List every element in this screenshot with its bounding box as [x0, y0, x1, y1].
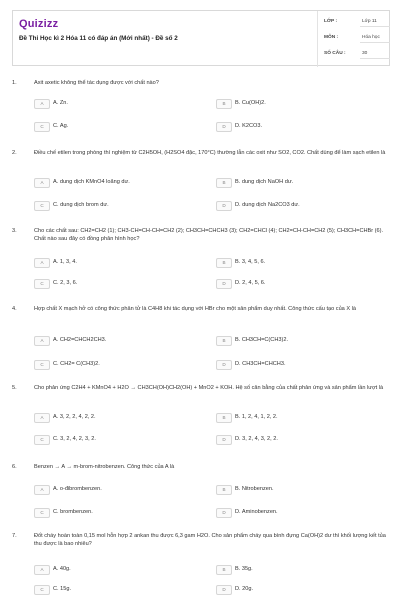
- option-b-box[interactable]: B: [216, 258, 232, 268]
- meta-underline: [360, 42, 390, 43]
- option-a-text: A. o-đibrombenzen.: [53, 486, 102, 492]
- option-b-box[interactable]: B: [216, 413, 232, 423]
- option-c-text: C. 3, 2, 4, 2, 3, 2.: [53, 436, 96, 442]
- question-number: 3.: [12, 228, 17, 234]
- option-b-text: B. 35g.: [235, 566, 253, 572]
- question-number: 1.: [12, 80, 17, 86]
- option-d-text: D. K2CO3.: [235, 123, 263, 129]
- option-c-text: C. 2, 3, 6.: [53, 280, 78, 286]
- document-title: Đề Thi Học kì 2 Hóa 11 có đáp án (Mới nhất) - Đề số 2: [19, 35, 178, 42]
- meta-panel: [317, 11, 391, 67]
- option-a-text: A. 40g.: [53, 566, 71, 572]
- option-a-box[interactable]: A: [34, 485, 50, 495]
- question-number: 4.: [12, 306, 17, 312]
- question-number: 7.: [12, 533, 17, 539]
- option-b-box[interactable]: B: [216, 565, 232, 575]
- question-text: Đốt cháy hoàn toàn 0,15 mol hỗn hợp 2 ankan thu được 6,3 gam H2O. Cho sản phẩm cháy qua bình đựng Ca(OH)2 dư thì khối lượng kết tủa thu được là bao nhiêu?: [34, 533, 386, 547]
- meta-value-subject: Hóa học: [362, 35, 380, 40]
- question-text: Cho các chất sau: CH2=CH2 (1); CH3-CH=CH-CH=CH2 (2); CH3CH=CHCH3 (3); CH2=CHCl (4); CH2=CH-CH=CH2 (5); CH3CH=CHBr (6). Chất nào sau đây có đồng phân hình học?: [34, 228, 384, 242]
- option-c-text: C. CH2= C(CH3)2.: [53, 361, 100, 367]
- question-number: 2.: [12, 150, 17, 156]
- option-b-text: B. dung dịch NaOH dư.: [235, 179, 294, 185]
- option-c-box[interactable]: C: [34, 201, 50, 211]
- option-a-box[interactable]: A: [34, 99, 50, 109]
- option-a-text: A. Zn.: [53, 100, 68, 106]
- option-d-text: D. 2, 4, 5, 6.: [235, 280, 266, 286]
- option-a-box[interactable]: A: [34, 336, 50, 346]
- option-d-box[interactable]: D: [216, 279, 232, 289]
- option-d-text: D. dung dịch Na2CO3 dư.: [235, 202, 300, 208]
- option-c-box[interactable]: C: [34, 360, 50, 370]
- meta-value-grade: Lớp 11: [362, 19, 377, 24]
- meta-key-grade: LỚP :: [324, 19, 338, 24]
- option-d-box[interactable]: D: [216, 201, 232, 211]
- meta-underline: [360, 58, 390, 59]
- option-d-text: D. 3, 2, 4, 3, 2, 2.: [235, 436, 278, 442]
- question-number: 6.: [12, 464, 17, 470]
- option-b-box[interactable]: B: [216, 178, 232, 188]
- option-d-box[interactable]: D: [216, 360, 232, 370]
- option-a-text: A. 1, 3, 4.: [53, 259, 77, 265]
- option-d-box[interactable]: D: [216, 585, 232, 595]
- option-b-text: B. 1, 2, 4, 1, 2, 2.: [235, 414, 278, 420]
- option-a-box[interactable]: A: [34, 565, 50, 575]
- option-b-text: B. Cu(OH)2.: [235, 100, 266, 106]
- option-a-text: A. 3, 2, 2, 4, 2, 2.: [53, 414, 96, 420]
- meta-row-grade: [324, 17, 390, 29]
- question-text: Cho phản ứng C2H4 + KMnO4 + H2O → CH3CH(OH)CH2(OH) + MnO2 + KOH. Hệ số cân bằng của chất phản ứng và sản phẩm lần lượt là: [34, 385, 384, 391]
- option-c-text: C. Ag.: [53, 123, 69, 129]
- option-d-box[interactable]: D: [216, 435, 232, 445]
- quizizz-logo: Quizizz: [19, 18, 59, 30]
- option-a-text: A. dung dịch KMnO4 loãng dư.: [53, 179, 130, 185]
- option-a-box[interactable]: A: [34, 413, 50, 423]
- worksheet-header: [12, 10, 390, 66]
- option-b-text: B. 3, 4, 5, 6.: [235, 259, 266, 265]
- meta-key-count: SỐ CÂU :: [324, 51, 346, 56]
- question-text: Benzen → A → m-brom-nitrobenzen. Công thức của A là: [34, 464, 175, 470]
- meta-underline: [360, 26, 390, 27]
- option-d-box[interactable]: D: [216, 122, 232, 132]
- option-c-box[interactable]: C: [34, 585, 50, 595]
- option-d-box[interactable]: D: [216, 508, 232, 518]
- question-number: 5.: [12, 385, 17, 391]
- option-a-text: A. CH2=CHCH2CH3.: [53, 337, 107, 343]
- question-text: Điều chế etilen trong phòng thí nghiệm từ C2H5OH, (H2SO4 đặc, 170°C) thường lẫn các oxit như SO2, CO2. Chất dùng để làm sạch etilen là: [34, 150, 386, 156]
- option-a-box[interactable]: A: [34, 258, 50, 268]
- option-d-text: D. 20g.: [235, 586, 254, 592]
- option-b-text: B. Nitrobenzen.: [235, 486, 274, 492]
- option-b-box[interactable]: B: [216, 336, 232, 346]
- meta-key-subject: MÔN :: [324, 35, 339, 40]
- meta-value-count: 30: [362, 51, 368, 56]
- question-text: Axit axetic không thể tác dụng được với chất nào?: [34, 80, 159, 86]
- option-c-text: C. 15g.: [53, 586, 72, 592]
- option-a-box[interactable]: A: [34, 178, 50, 188]
- meta-row-count: [324, 49, 390, 61]
- option-c-text: C. brombenzen.: [53, 509, 93, 515]
- option-b-box[interactable]: B: [216, 485, 232, 495]
- meta-row-subject: [324, 33, 390, 45]
- option-b-text: B. CH3CH=C(CH3)2.: [235, 337, 288, 343]
- option-b-box[interactable]: B: [216, 99, 232, 109]
- option-d-text: D. Aminobenzen.: [235, 509, 278, 515]
- option-d-text: D. CH3CH=CHCH3.: [235, 361, 286, 367]
- question-text: Hợp chất X mạch hở có công thức phân tử là C4H8 khi tác dụng với HBr cho một sản phẩm duy nhất. Công thức cấu tạo của X là: [34, 306, 356, 312]
- option-c-text: C. dung dịch brom dư.: [53, 202, 109, 208]
- option-c-box[interactable]: C: [34, 508, 50, 518]
- option-c-box[interactable]: C: [34, 435, 50, 445]
- option-c-box[interactable]: C: [34, 279, 50, 289]
- option-c-box[interactable]: C: [34, 122, 50, 132]
